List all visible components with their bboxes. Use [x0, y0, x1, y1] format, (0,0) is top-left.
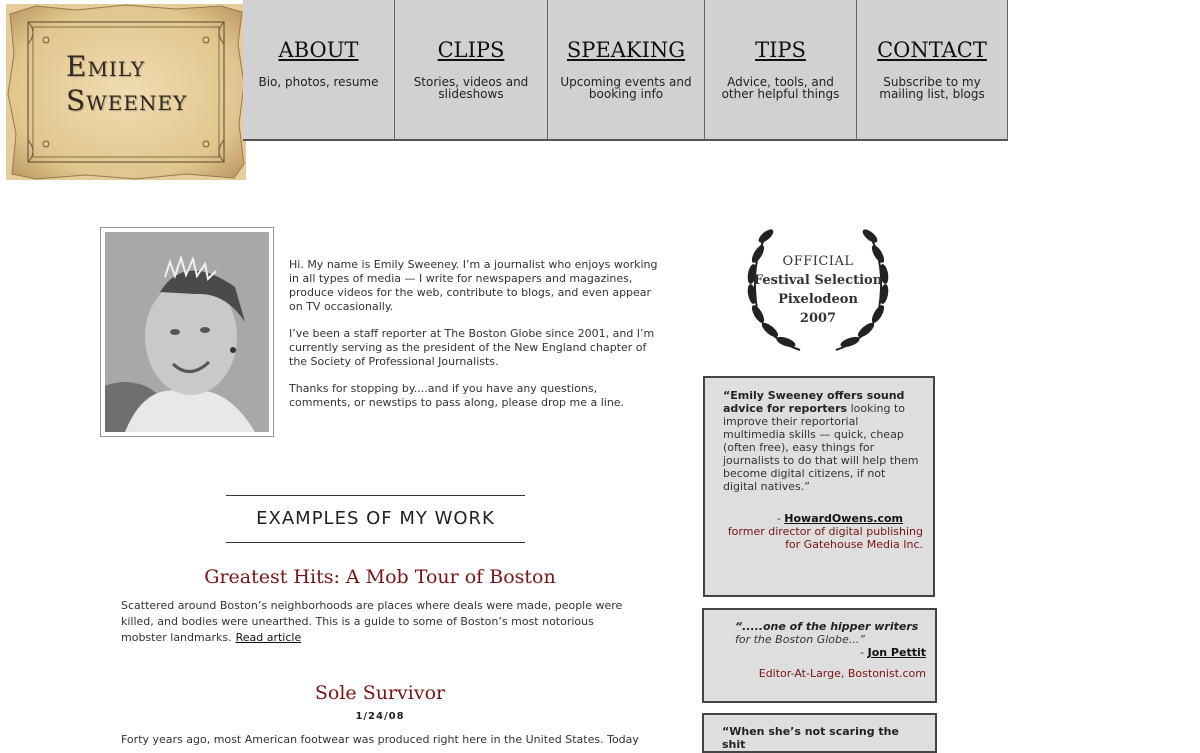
article-date: 1/24/08 — [355, 711, 405, 722]
read-article-link[interactable]: Read article — [235, 631, 302, 644]
logo-last-name: Sweeney — [66, 84, 188, 117]
quote-attribution — [713, 646, 926, 659]
attribution-role: former director of digital publishing for Gatehouse Media Inc. — [727, 525, 923, 551]
nav-contact-subtitle: Subscribe to my mailing list, blogs — [879, 75, 985, 101]
nav-about-title[interactable]: ABOUT — [278, 38, 359, 62]
nav-speaking-title[interactable]: SPEAKING — [566, 38, 686, 62]
quote-highlight: “.....one of the hipper writers — [735, 620, 919, 633]
nav-about-subtitle: Bio, photos, resume — [258, 75, 379, 89]
examples-heading: EXAMPLES OF MY WORK — [226, 495, 525, 543]
laurel-line-1: OFFICIAL — [782, 254, 854, 269]
article-title[interactable]: Greatest Hits: A Mob Tour of Boston — [204, 566, 556, 588]
nav-speaking[interactable] — [547, 0, 704, 139]
article-summary — [121, 598, 641, 646]
nav-clips-subtitle: Stories, videos and slideshows — [413, 75, 529, 101]
logo-first-name: Emily — [66, 50, 146, 83]
nav-contact[interactable] — [856, 0, 1008, 139]
portrait-image — [105, 232, 269, 432]
article-summary-text: Forty years ago, most American footwear was produced right here in the United States. Today — [121, 733, 639, 746]
site-logo[interactable] — [6, 4, 246, 180]
logo-text — [66, 50, 187, 118]
nav-tips-title[interactable]: TIPS — [755, 38, 806, 62]
nav-clips[interactable] — [394, 0, 547, 139]
laurel-line-4: 2007 — [799, 311, 837, 326]
nav-clips-title[interactable]: CLIPS — [437, 38, 505, 62]
attribution-role: Editor-At-Large, Bostonist.com — [758, 667, 926, 680]
article-summary-text: Scattered around Boston’s neighborhoods are places where deals were made, people were killed, and bodies were unearthed. This is a guide to some of Boston’s most notorious mobster landmarks. — [121, 599, 623, 644]
intro-paragraph-3: Thanks for stopping by....and if you have any questions, comments, or newstips to pass along, please drop me a line. — [289, 382, 625, 409]
testimonial-quote — [703, 376, 935, 597]
attribution-link[interactable]: Jon Pettit — [867, 646, 926, 659]
article-title[interactable]: Sole Survivor — [314, 682, 446, 704]
quote-rest: looking to improve their reportorial multimedia skills — quick, cheap (often free), easy things for journalists to do that will help them become digital citizens, if not digital natives.” — [723, 402, 919, 493]
intro-text — [289, 258, 661, 423]
quote-text — [723, 389, 919, 493]
attribution-dash: - — [776, 512, 785, 525]
main-nav — [243, 0, 1008, 141]
attribution-dash: - — [860, 646, 868, 659]
testimonial-quote — [702, 608, 937, 703]
quote-rest: for the Boston Globe...” — [735, 633, 865, 646]
author-photo — [100, 227, 274, 437]
quote-highlight: “When she’s not scaring the shit — [722, 725, 899, 751]
quote-text — [713, 620, 926, 646]
laurel-line-2: Festival Selection — [753, 273, 883, 288]
laurel-text — [730, 252, 906, 328]
quote-highlight: “Emily Sweeney offers sound advice for reporters — [723, 389, 905, 415]
nav-contact-title[interactable]: CONTACT — [877, 38, 987, 62]
festival-laurel — [730, 220, 906, 355]
nav-speaking-subtitle: Upcoming events and booking info — [560, 75, 692, 101]
quote-attribution — [723, 512, 903, 525]
nav-tips[interactable] — [704, 0, 856, 139]
attribution-link[interactable]: HowardOwens.com — [784, 512, 903, 525]
laurel-line-3: Pixelodeon — [778, 292, 858, 307]
intro-paragraph-1: Hi. My name is Emily Sweeney. I’m a journalist who enjoys working in all types of media — I write for newspapers and magazines, produce videos for the web, contribute to blogs, and even appear on TV occasionally. — [289, 258, 658, 313]
intro-paragraph-2: I’ve been a staff reporter at The Boston Globe since 2001, and I’m currently serving as the president of the New England chapter of the Society of Professional Journalists. — [289, 327, 655, 368]
nav-about[interactable] — [243, 0, 394, 139]
nav-tips-subtitle: Advice, tools, and other helpful things — [721, 75, 840, 101]
testimonial-quote — [702, 713, 937, 753]
